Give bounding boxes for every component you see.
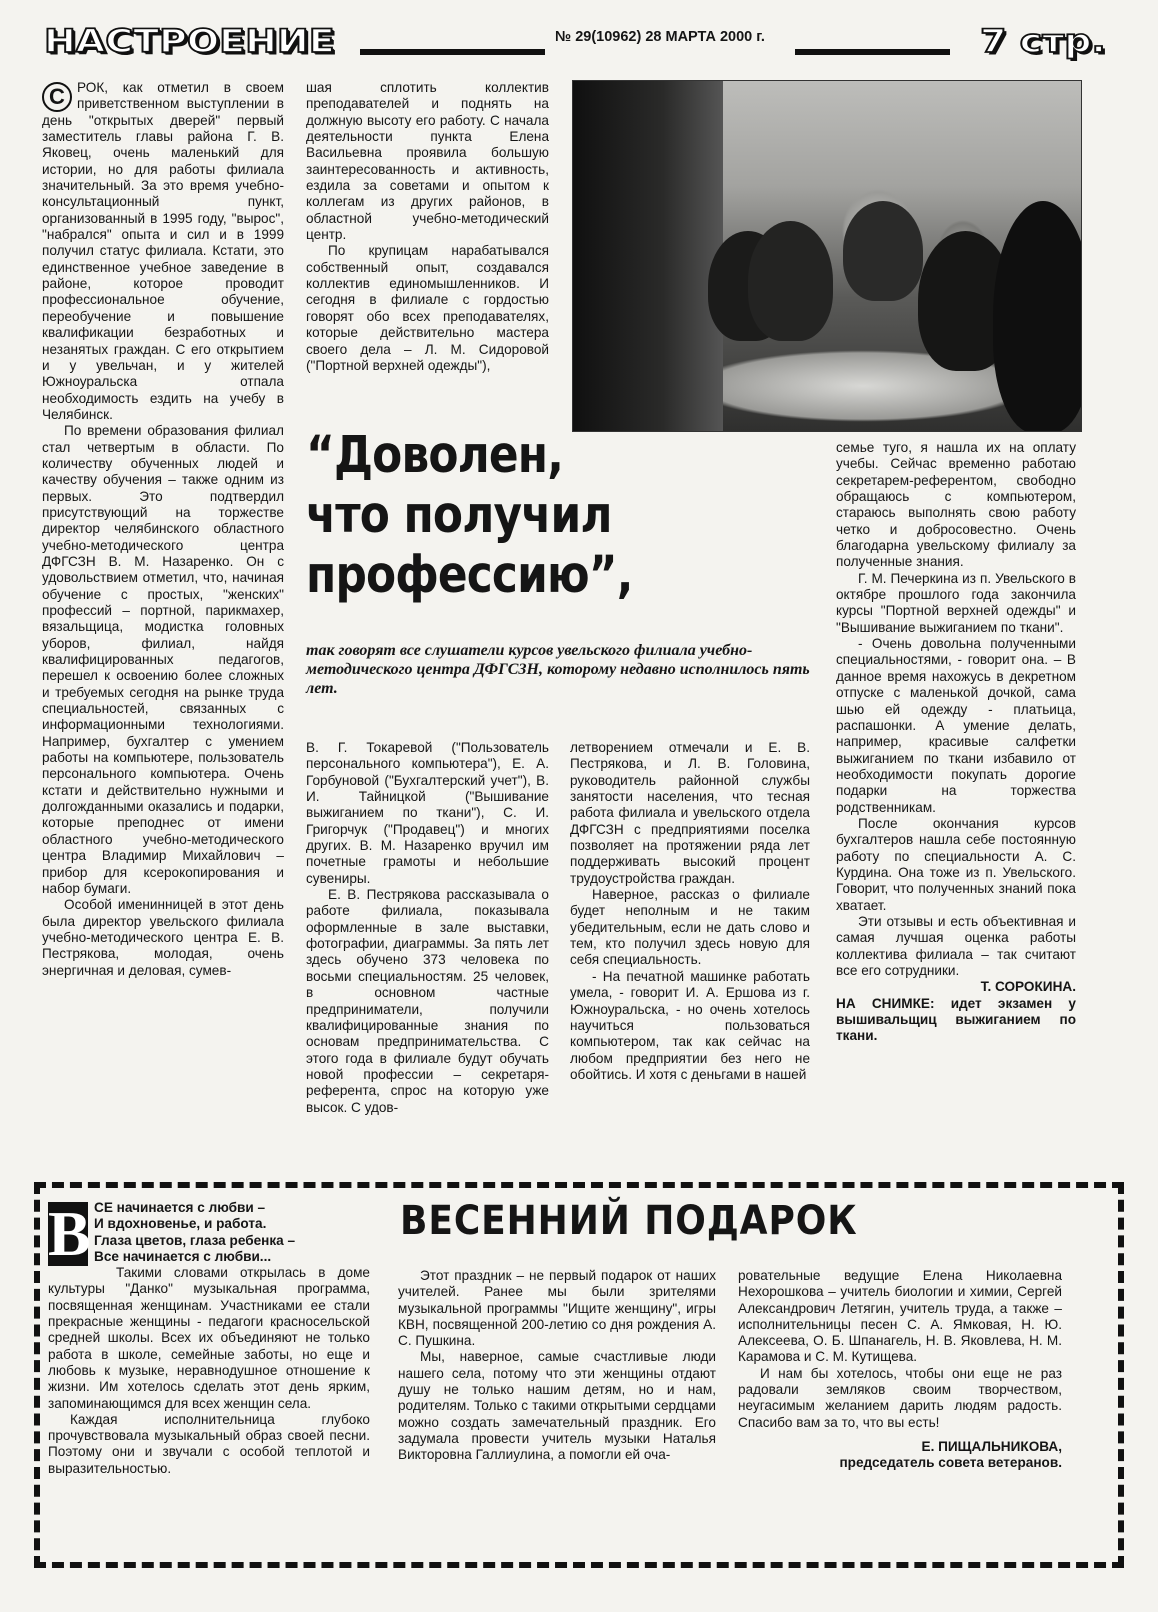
author-signature: Е. ПИЩАЛЬНИКОВА, [921,1438,1062,1454]
photo-person [843,201,923,301]
article2-title: ВЕСЕННИЙ ПОДАРОК [400,1198,858,1244]
photo-caption: НА СНИМКЕ: идет экзамен у вышивальщиц выжиганием по ткани. [836,995,1076,1044]
paragraph: По времени образования филиал стал четвертым в области. По количеству обученных людей и качеству обучения – также одним из первых. Это подтвердил присутствующий на торжестве директор челябинского областного учебно-методического центра ДФГСЗН В. М. Назаренко. Он с удовольствием отметил, что, начиная обучение с простых, "женских" профессий – портной, парикмахер, вязальщица, модистка головных уборов, филиал, найдя квалифицированных педагогов, перешел к освоению более сложных и требуемых сегодня на рынке труда специальностей, связанных с информационными технологиями. Например, бухгалтер с умением работы на компьютере, пользователь персонального компьютера. Очень кстати и действительно нужными и долгожданными оказались и подарки, которые преподнес от имени областного учебно-методического центра Владимир Михайлович – прибор для ксерокопирования и набор бумаги. [42,423,284,896]
article1-headline [306,426,753,606]
paragraph: летворением отмечали и Е. В. Пестрякова, и Л. В. Головина, руководитель районной службы занятости населения, что тесная работа филиала и увельского отдела ДФГСЗН с предприятиями поселка позволяет на протяжении ряда лет поддерживать высокий процент трудоустройства граждан. [570,740,810,886]
article2-column-1 [48,1200,370,1554]
article2-column-2 [398,1268,716,1556]
poem-line: Глаза цветов, глаза ребенка – [94,1232,296,1248]
article1-column-2-top [306,80,549,420]
article1-column-2-bottom [306,740,549,1172]
poem-line: Все начинается с любви... [94,1248,272,1264]
article1-column-1 [42,80,284,1172]
paragraph: Г. М. Печеркина из п. Увельского в октябре прошлого года закончила курсы "Портной верхней одежды" и "Вышивание выжиганием по ткани". [836,570,1076,635]
poem-line: СЕ начинается с любви – [94,1200,266,1215]
paragraph: Мы, наверное, самые счастливые люди нашего села, потому что эти женщины отдают душу не только нашим детям, но и нам, родителям. Только с такими открытыми сердцами можно создать замечательный праздник. Его задумала провести учитель музыки Наталья Викторовна Галлиулина, а помогли ей оча- [398,1349,716,1463]
paragraph: шая сплотить коллектив преподавателей и поднять на должную высоту его работу. С начала деятельности пункта Елена Васильевна проявила большую заинтересованность и активность, ездила за советами и опытом к коллегам из других районов, в областной учебно-методический центр. [306,80,549,243]
paragraph: После окончания курсов бухгалтеров нашла себе постоянную работу по специальности А. С. Курдина. Она тоже из п. Увельского. Говорит, что полученных знаний пока хватает. [836,815,1076,913]
paragraph: Особой именинницей в этот день была директор увельского филиала учебно-методического центра Е. В. Пестрякова, молодая, очень энергичная и деловая, сумев- [42,897,284,978]
article-photo [572,80,1082,432]
article2-column-3 [738,1268,1062,1556]
author-signature: Т. СОРОКИНА. [980,979,1076,995]
paragraph: семье туго, я нашла их на оплату учебы. Сейчас временно работаю секретарем-референтом, свободно обращаюсь с компьютером, стараюсь выполнять свою работу четко и добросовестно. Очень благодарна увельскому филиалу за полученные знания. [836,440,1076,570]
paragraph: Такими словами открылась в доме культуры "Данко" музыкальная программа, посвященная женщинам. Участниками ее стали прекрасные женщины - педагоги красносельской средней школы. Всех их объединяют не только работа в школе, семейные заботы, но еще и любовь к музыке, неравнодушное отношение к жизни. Им хотелось сделать этот день ярким, запоминающимся для всех женщин села. [48,1265,370,1411]
paragraph: По крупицам нарабатывался собственный опыт, создавался коллектив единомышленников. И сегодня в филиале с гордостью говорят обо всех преподавателях, которые действительно мастера своего дела – Л. М. Сидоровой ("Портной верхней одежды"), [306,243,549,373]
paragraph: Наверное, рассказ о филиале будет неполным и не таким убедительным, если не дать слово и тем, кто получил здесь новую для себя специальность. [570,887,810,968]
poem-line: И вдохновенье, и работа. [94,1216,267,1232]
paragraph: Эти отзывы и есть объективная и самая лучшая оценка работы коллектива филиала – так считают все его сотрудники. [836,913,1076,978]
section-rubric: НАСТРОЕНИЕ [44,22,335,60]
article1-lead: так говорят все слушатели курсов увельского филиала учебно-методического центра ДФГСЗН, которому недавно исполнилось пять лет. [306,642,810,697]
paragraph: Этот праздник – не первый подарок от наших учителей. Ранее мы были зрителями музыкальной программы "Ищите женщину", игры КВН, посвященной 200-летию со дня рождения А. С. Пушкина. [398,1268,716,1349]
poem [48,1200,370,1269]
paragraph: Каждая исполнительница глубоко прочувствовала музыкальный образ своей песни. Поэтому они и звучали с особой теплотой и выразительностью. [48,1411,370,1476]
dropcap: С [42,82,72,112]
paragraph: И нам бы хотелось, чтобы они еще не раз радовали земляков своим творчеством, неугасимым желанием дарить людям радость. Спасибо вам за то, что вы есть! [738,1365,1062,1430]
window-shadow [573,81,723,432]
author-title: председатель совета ветеранов. [839,1455,1062,1471]
page-number: 7 стр. [980,22,1106,60]
headline-line: что получил [306,486,612,545]
paragraph: Е. В. Пестрякова рассказывала о работе филиала, показывала оформленные в зале выставки, фотографии, диаграммы. За пять лет здесь обучено 373 человека по восьми специальностям. 25 человек, в основном частные предприниматели, получили квалифицированные знания по основам предпринимательства. С этого года в филиале будут обучать новой профессии – секретаря-референта, спрос на которую уже высок. С удов- [306,887,549,1115]
photo-person [993,201,1082,432]
paragraph: РОК, как отметил в своем приветственном выступлении в день "открытых дверей" первый заместитель главы района Г. В. Яковец, очень маленький для истории, но для работы филиала значительный. За это время учебно-консультационный пункт, организованный в 1995 году, "вырос", "набрался" опыта и сил и в 1999 получил статус филиала. Кстати, это единственное учебное заведение в районе, которое проводит профессиональное обучение, переобучение и повышение квалификации безработных и незанятых граждан. С его открытием и у увельчан, и у жителей Южноуральска отпала необходимость ездить на учебу в Челябинск. [42,80,284,422]
issue-info: № 29(10962) 28 МАРТА 2000 г. [555,29,765,45]
article1-column-4 [836,440,1076,1172]
article1-column-3 [570,740,810,1172]
paragraph: ровательные ведущие Елена Николаевна Нехорошкова – учитель биологии и химии, Сергей Александрович Летягин, учитель труда, а также – исполнительницы песен С. А. Ямковая, Н. Ю. Алексеева, О. Б. Шпанагель, Н. В. Яковлева, Н. М. Карамова и С. М. Кутищева. [738,1268,1062,1365]
header-rule [360,49,545,55]
paragraph: - Очень довольна полученными специальностями, - говорит она. – В данное время нахожусь в декретном отпуске с маленькой дочкой, сама шью ей одежду - платьица, распашонки. А умение делать, например, красивые салфетки выжиганием по ткани избавило от необходимости покупать дорогие подарки на торжества родственникам. [836,636,1076,815]
paragraph: В. Г. Токаревой ("Пользователь персонального компьютера"), Е. А. Горбуновой ("Бухгалтерский учет"), В. И. Тайницкой ("Вышивание выжиганием по ткани"), С. И. Григорчук ("Продавец") и многих других. В. М. Назаренко вручил им почетные грамоты и небольшие сувениры. [306,740,549,886]
headline-line: “Доволен, [306,426,564,485]
photo-person [748,221,833,341]
paragraph: - На печатной машинке работать умела, - говорит И. А. Ершова из г. Южноуральска, - но очень хотелось научиться пользоваться компьютером, так как сейчас на любом предприятии без него не обойтись. И хотя с деньгами в нашей [570,968,810,1082]
headline-line: профессию”, [306,546,633,605]
header-rule-right [795,49,950,55]
dropcap: В [48,1200,91,1269]
